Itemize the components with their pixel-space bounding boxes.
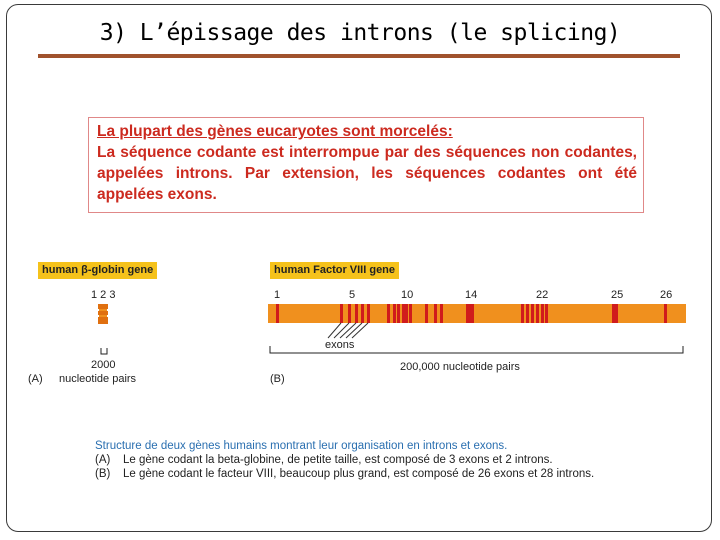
definition-heading: La plupart des gènes eucaryotes sont morcelés: <box>97 123 453 140</box>
factor-viii-scale-bar <box>270 346 683 353</box>
factor-viii-exon <box>615 304 618 323</box>
factor-viii-scale-label: 200,000 nucleotide pairs <box>400 361 520 373</box>
factor-viii-exon <box>387 304 390 323</box>
factor-viii-exon <box>545 304 548 323</box>
exon-number-5: 5 <box>349 289 356 301</box>
exons-label: exons <box>325 339 355 351</box>
caption-key-b: (B) <box>95 468 111 480</box>
factor-viii-exon <box>536 304 539 323</box>
factor-viii-exon <box>531 304 534 323</box>
beta-globin-scale-value: 2000 <box>91 359 116 371</box>
exon-number-25: 25 <box>611 289 624 301</box>
factor-viii-exon <box>521 304 524 323</box>
exon-number-1: 1 <box>274 289 281 301</box>
caption-text-a: Le gène codant la beta-globine, de petite taille, est composé de 3 exons et 2 introns. <box>123 454 553 466</box>
beta-globin-scale-unit: nucleotide pairs <box>59 373 137 385</box>
exon-number-14: 14 <box>465 289 478 301</box>
factor-viii-exon <box>405 304 408 323</box>
factor-viii-gene-body <box>268 304 686 323</box>
exon-pointer-line <box>334 323 349 338</box>
beta-globin-scale-bar <box>101 348 107 354</box>
beta-globin-exon-numbers: 1 2 3 <box>91 289 116 301</box>
factor-viii-exon <box>434 304 437 323</box>
factor-viii-exon <box>348 304 351 323</box>
exon-number-26: 26 <box>660 289 673 301</box>
definition-body: La séquence codante est interrompue par des séquences non codantes, appelées introns. Par extension, les séquences codantes ont été appelées exons. <box>97 144 637 203</box>
factor-viii-exon <box>409 304 412 323</box>
beta-globin-exon <box>98 304 108 309</box>
exon-pointer-line <box>328 323 341 338</box>
beta-globin-exon <box>98 317 108 324</box>
factor-viii-exon <box>397 304 400 323</box>
factor-viii-exon <box>425 304 428 323</box>
slide-title: 3) L’épissage des introns (le splicing) <box>99 20 621 46</box>
factor-viii-exon <box>361 304 364 323</box>
factor-viii-exon <box>367 304 370 323</box>
beta-globin-gene-drawing <box>98 304 108 324</box>
factor-viii-exon <box>402 304 405 323</box>
factor-viii-exon <box>541 304 544 323</box>
figure-caption <box>95 439 695 481</box>
factor-viii-exon <box>276 304 279 323</box>
factor-viii-exon <box>664 304 667 323</box>
beta-globin-gene-label: human β-globin gene <box>38 262 157 279</box>
exon-pointer-lines <box>328 323 368 338</box>
factor-viii-exon <box>340 304 343 323</box>
exon-number-10: 10 <box>401 289 414 301</box>
caption-item-b <box>95 467 695 481</box>
caption-key-a: (A) <box>95 454 111 466</box>
factor-viii-exon <box>440 304 443 323</box>
panel-b-letter: (B) <box>270 373 285 385</box>
caption-title: Structure de deux gènes humains montrant leur organisation en introns et exons. <box>95 440 508 452</box>
factor-viii-exon-block <box>466 304 474 323</box>
factor-viii-exon <box>526 304 529 323</box>
exon-number-22: 22 <box>536 289 549 301</box>
factor-viii-exon <box>612 304 615 323</box>
factor-viii-exon <box>393 304 396 323</box>
beta-globin-exon <box>98 311 108 315</box>
factor-viii-gene-drawing <box>268 304 686 323</box>
caption-text-b: Le gène codant le facteur VIII, beaucoup plus grand, est composé de 26 exons et 28 introns. <box>123 468 595 480</box>
factor-viii-exon <box>355 304 358 323</box>
caption-item-a <box>95 453 695 467</box>
panel-a-letter: (A) <box>28 373 43 385</box>
factor-viii-gene-label: human Factor VIII gene <box>270 262 399 279</box>
